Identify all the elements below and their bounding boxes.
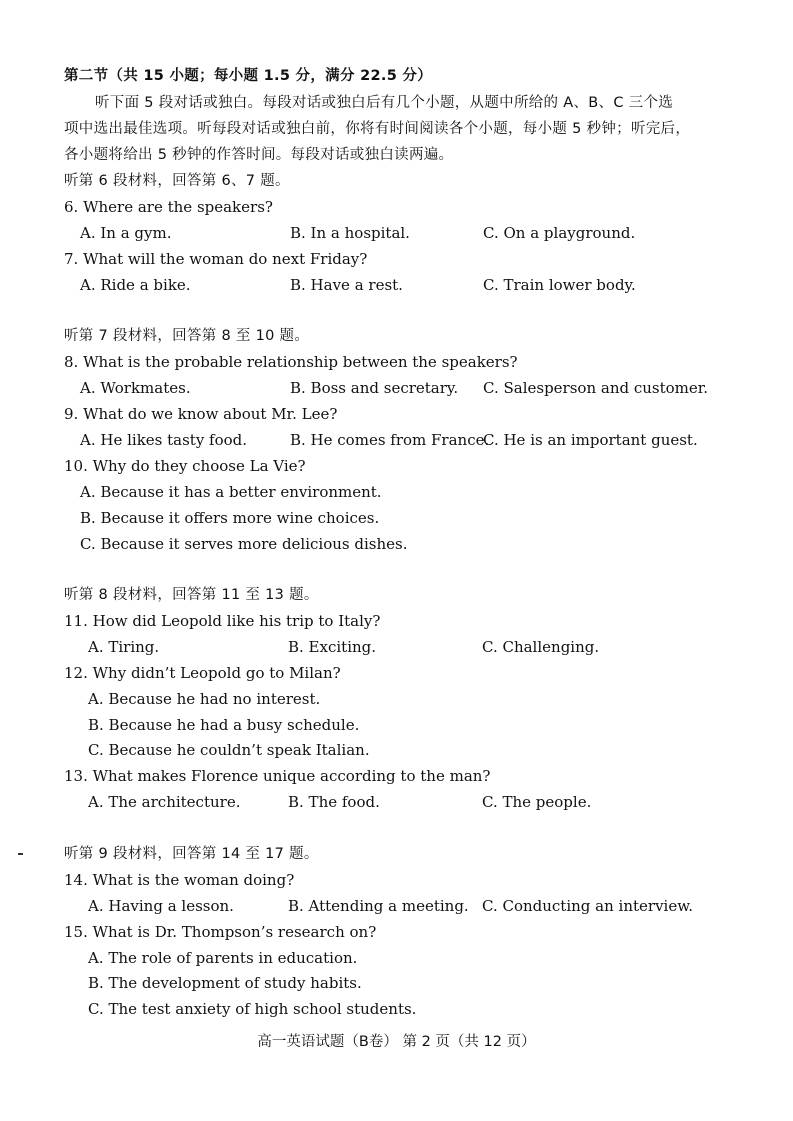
question-stem: 9. What do we know about Mr. Lee? xyxy=(64,405,338,423)
option-b: B. Exciting. xyxy=(288,638,377,656)
section-heading: 第二节（共 15 小题；每小题 1.5 分，满分 22.5 分） xyxy=(64,68,433,84)
question-stem: 6. Where are the speakers? xyxy=(64,198,273,216)
option-c: C. Conducting an interview. xyxy=(482,897,694,915)
question-stem: 14. What is the woman doing? xyxy=(64,871,295,889)
option-a: A. Ride a bike. xyxy=(80,276,191,294)
instructions-line-1: 听下面 5 段对话或独白。每段对话或独白后有几个小题，从题中所给的 A、B、C 三个选 xyxy=(95,95,674,111)
option-a: A. The architecture. xyxy=(88,793,241,811)
option-c: C. Because it serves more delicious dishes. xyxy=(80,535,408,553)
question-stem: 12. Why didn’t Leopold go to Milan? xyxy=(64,664,341,682)
option-c: C. The people. xyxy=(482,793,592,811)
group-header: 听第 7 段材料，回答第 8 至 10 题。 xyxy=(64,328,310,344)
option-b: B. In a hospital. xyxy=(290,224,410,242)
option-a: A. Tiring. xyxy=(88,638,160,656)
option-b: B. Attending a meeting. xyxy=(288,897,469,915)
option-b: B. Boss and secretary. xyxy=(290,379,459,397)
option-c: C. Train lower body. xyxy=(483,276,636,294)
option-c: C. Salesperson and customer. xyxy=(483,379,709,397)
option-a: A. In a gym. xyxy=(80,224,172,242)
question-stem: 7. What will the woman do next Friday? xyxy=(64,250,368,268)
option-c: C. Challenging. xyxy=(482,638,600,656)
question-stem: 13. What makes Florence unique according to the man? xyxy=(64,767,491,785)
option-b: B. Have a rest. xyxy=(290,276,403,294)
option-a: A. Having a lesson. xyxy=(88,897,234,915)
page-footer: 高一英语试题（B卷） 第 2 页（共 12 页） xyxy=(257,1034,536,1050)
option-b: B. He comes from France. xyxy=(290,431,490,449)
group-header: 听第 8 段材料，回答第 11 至 13 题。 xyxy=(64,587,319,603)
group-header: 听第 6 段材料，回答第 6、7 题。 xyxy=(64,173,290,189)
option-b: B. The food. xyxy=(288,793,380,811)
instructions-line-2: 项中选出最佳选项。听每段对话或独白前，你将有时间阅读各个小题，每小题 5 秒钟；听完后， xyxy=(64,121,691,137)
option-b: B. Because it offers more wine choices. xyxy=(80,509,380,527)
instructions-line-3: 各小题将给出 5 秒钟的作答时间。每段对话或独白读两遍。 xyxy=(64,147,454,163)
option-c: C. The test anxiety of high school students. xyxy=(88,1000,417,1018)
option-c: C. On a playground. xyxy=(483,224,636,242)
option-a: A. Workmates. xyxy=(80,379,191,397)
option-a: A. The role of parents in education. xyxy=(88,949,358,967)
option-a: A. He likes tasty food. xyxy=(80,431,248,449)
option-a: A. Because he had no interest. xyxy=(88,690,321,708)
group-header: 听第 9 段材料，回答第 14 至 17 题。 xyxy=(64,846,319,862)
option-b: B. Because he had a busy schedule. xyxy=(88,716,360,734)
question-stem: 15. What is Dr. Thompson’s research on? xyxy=(64,923,377,941)
question-stem: 11. How did Leopold like his trip to Italy? xyxy=(64,612,381,630)
option-a: A. Because it has a better environment. xyxy=(80,483,382,501)
question-stem: 10. Why do they choose La Vie? xyxy=(64,457,306,475)
question-stem: 8. What is the probable relationship between the speakers? xyxy=(64,353,518,371)
option-c: C. Because he couldn’t speak Italian. xyxy=(88,741,370,759)
scan-speck xyxy=(18,853,23,855)
option-b: B. The development of study habits. xyxy=(88,974,362,992)
option-c: C. He is an important guest. xyxy=(483,431,698,449)
